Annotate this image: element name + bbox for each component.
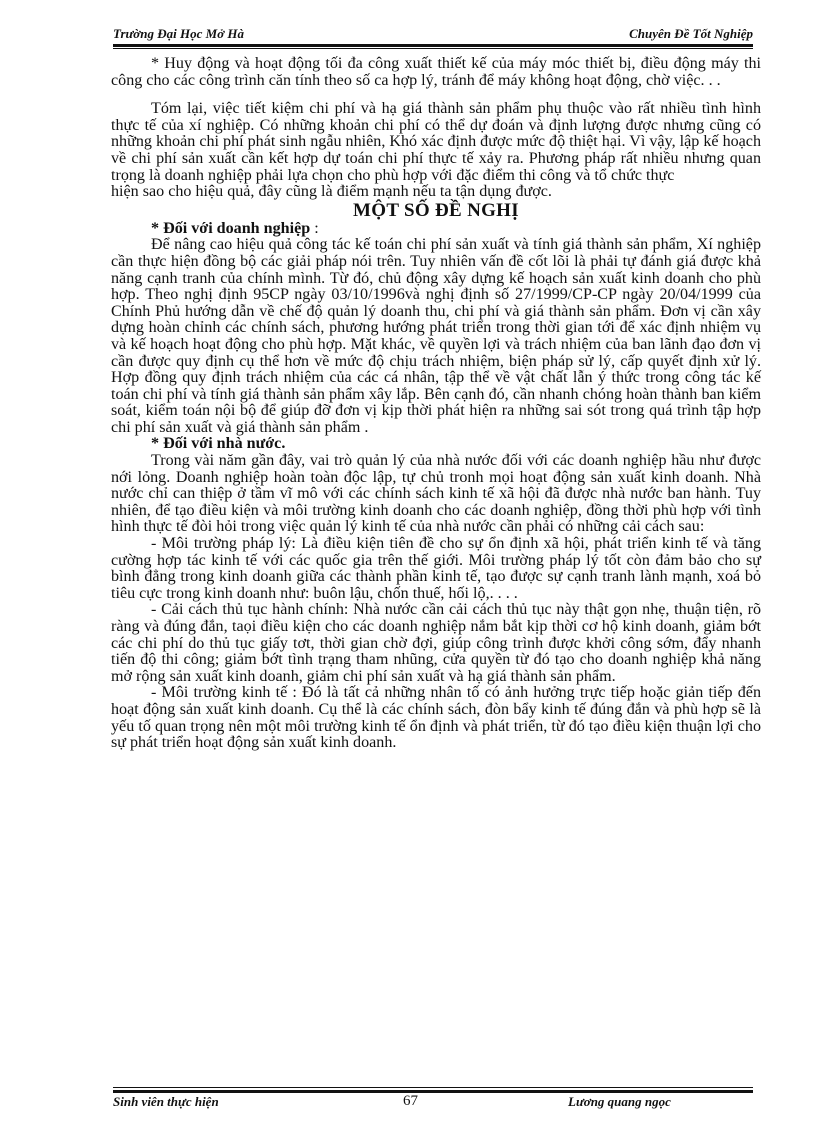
section-heading: MỘT SỐ ĐỀ NGHỊ <box>353 199 519 221</box>
page-header <box>113 20 753 46</box>
page-number: 67 <box>403 1093 418 1109</box>
header-school: Trường Đại Học Mở Hà <box>113 26 245 41</box>
page-footer <box>113 1094 753 1114</box>
paragraph-legal-environment: - Môi trường pháp lý: Là điều kiện tiên đề cho sự ổn định xã hội, phát triển kinh tế và tăng cường hợp tác kinh tế với các quốc gia trên thế giới. Môi trường pháp lý tốt còn đảm bảo cho sự bình đẳng trong kinh doanh giữa các thành phần kinh tế, tạo được sự cạnh tranh lành mạnh, xoá bỏ tiêu cực trong kinh doanh như: buôn lậu, chốn thuế, hối lộ,. . . . <box>111 535 761 602</box>
header-rule <box>113 44 753 47</box>
paragraph-intro: * Huy động và hoạt động tối đa công xuất thiết kế của máy móc thiết bị, điều động máy thi công cho các công trình căn tính theo số ca hợp lý, tránh để máy không hoạt động, chờ việc. . . <box>111 55 761 89</box>
header-rule-thin <box>113 48 753 49</box>
subheading-enterprise-colon: : <box>310 219 319 237</box>
footer-rule <box>113 1090 753 1093</box>
footer-student-label: Sinh viên thực hiện <box>113 1094 219 1109</box>
paragraph-summary-continued: hiện sao cho hiệu quả, đây cũng là điểm mạnh nếu ta tận dụng được. <box>111 183 552 201</box>
paragraph-admin-reform: - Cải cách thủ tục hành chính: Nhà nước cần cải cách thủ tục này thật gọn nhẹ, thuận tiện, rõ ràng và đúng đắn, taọi điều kiện cho các doanh nghiệp nắm bắt kịp thời cơ hộ kinh doanh, giảm bớt các chi phí do thủ tục giấy tơt, thời gian chờ đợi, giúp công trình được khởi công sớm, đẩy nhanh tiến độ thi công; giảm bớt tình trạng tham nhũng, cửa quyền từ đó tạo cho doanh nghiệp khả năng mở rộng sản xuất kinh doanh, giảm chi phí sản xuất và hạ giá thành sản phẩm. <box>111 601 761 685</box>
footer-rule-thin <box>113 1087 753 1088</box>
header-title: Chuyên Đề Tốt Nghiệp <box>629 26 753 41</box>
page-body <box>111 56 761 752</box>
subheading-state: * Đối với nhà nước. <box>151 435 286 453</box>
paragraph-state: Trong vài năm gần đây, vai trò quản lý của nhà nước đối với các doanh nghiệp hầu như được nới lỏng. Doanh nghiệp hoàn toàn độc lập, tự chủ tronh mọi hoạt động sản xuất kinh doanh. Nhà nước chỉ can thiệp ở tầm vĩ mô với các chính sách kinh tế xã hội đã được nhà nước ban hành. Tuy nhiên, để tạo điều kiện và môi trường kinh doanh cho các doanh nghiệp, đồng thời phù hợp với tình hình thực tế đòi hỏi trong việc quản lý kinh tế của nhà nước cần phải có những cải cách sau: <box>111 452 761 536</box>
subheading-enterprise <box>111 221 761 238</box>
paragraph-enterprise: Để nâng cao hiệu quả công tác kế toán chi phí sản xuất và tính giá thành sản phẩm, Xí nghiệp cần thực hiện đồng bộ các giải pháp nói trên. Tuy nhiên vấn đề cốt lõi là phải tự đánh giá được khả năng cạnh tranh của chính mình. Từ đó, chủ động xây dựng kế hoạch sản xuất kinh doanh cho phù hợp. Theo nghị định 95CP ngày 03/10/1996và nghị định số 27/1999/CP-CP ngày 20/04/1999 của Chính Phủ hướng dẫn về chế độ quản lý doanh thu, chi phí và giá thành sản phẩm. Đơn vị cần xây dựng hoàn chỉnh các chính sách, phương hướng phát triển trong thời gian tới để xác định nhiệm vụ và kế hoạch hoạt động cho phù hợp. Mặt khác, về quyền lợi và trách nhiệm của ban lãnh đạo đơn vị cần được quy định cụ thể hơn về mức độ chịu trách nhiệm, biện pháp sử lý, cấp quyết định xử lý. Hợp đồng quy định trách nhiệm của các cá nhân, tập thể về vật chất lẫn ý thức trong công tác kế toán chi phí và tính giá thành sản phẩm xây lắp. Bên cạnh đó, cần nhanh chóng hoàn thành ban kiểm soát, kiểm toán nội bộ để giúp đỡ đơn vị kịp thời phát hiện ra những sai sót trong quá trình tập hợp chi phí sản xuất và giá thành sản phẩm . <box>111 236 761 436</box>
footer-author: Lương quang ngọc <box>568 1094 671 1109</box>
paragraph-summary: Tóm lại, việc tiết kiệm chi phí và hạ giá thành sản phẩm phụ thuộc vào rất nhiều tình hình thực tế của xí nghiệp. Có những khoản chi phí có thể dự đoán và định lượng được nhưng cũng có những khoản chi phí phát sinh ngẫu nhiên, Khó xác định được mức độ thiệt hại. Vì vậy, lập kế hoạch về chi phí sản xuất cần kết hợp dự toán chi phí thực tế xảy ra. Phương pháp rất nhiều nhưng quan trọng là doanh nghiệp phải lựa chọn cho phù hợp với đặc điểm thi công và tổ chức thực <box>111 100 761 184</box>
subheading-enterprise-text: * Đối với doanh nghiệp <box>151 219 311 237</box>
paragraph-economic-environment: - Môi trường kinh tế : Đó là tất cả những nhân tố có ảnh hưởng trực tiếp hoặc giản tiếp đến hoạt động sản xuất kinh doanh. Cụ thể là các chính sách, đòn bẩy kinh tế đúng đắn và phù hợp sẽ là yếu tố quan trọng nên một môi trường kinh tế ổn định và phát triển, từ đó tạo điều kiện thuận lợi cho sự phát triển hoạt động sản xuất kinh doanh. <box>111 684 761 752</box>
